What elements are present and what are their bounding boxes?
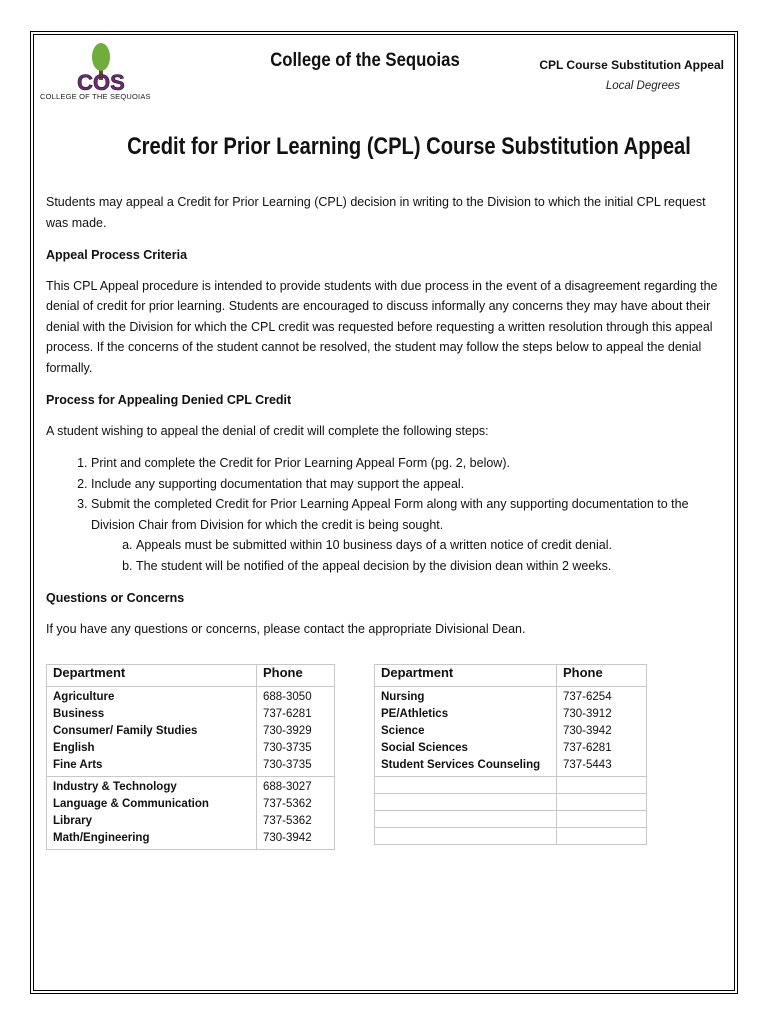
empty-cell: [557, 794, 647, 811]
empty-cell: [557, 777, 647, 794]
phone-cell: 688-3050 737-6281 730-3929 730-3735 730-3735: [257, 687, 335, 777]
phone-cell: 688-3027 737-5362 737-5362 730-3942: [257, 777, 335, 850]
empty-cell: [375, 794, 557, 811]
empty-cell: [557, 811, 647, 828]
main-content: [46, 192, 730, 651]
logo-caption: COLLEGE OF THE SEQUOIAS: [40, 92, 151, 101]
step-item: 2. Include any supporting documentation that may support the appeal.: [91, 474, 730, 495]
substep-item: a. Appeals must be submitted within 10 business days of a written notice of credit denial.: [136, 535, 730, 556]
column-header-phone: Phone: [557, 665, 647, 687]
substeps-list: [91, 535, 730, 576]
questions-heading: Questions or Concerns: [46, 591, 185, 605]
empty-cell: [375, 777, 557, 794]
logo-text: COS: [77, 70, 125, 95]
dean-contacts-table-right: [374, 664, 647, 845]
criteria-paragraph: This CPL Appeal procedure is intended to provide students with due process in the event of a disagreement regarding the denial of credit for prior learning. Students are encouraged to discuss informally any concerns they may have about their denial with the Division for which the CPL credit was requested before requesting a written resolution through this appeal process. If the concerns of the student cannot be resolved, the student may follow the steps below to appeal the denial formally.: [46, 278, 718, 375]
substep-item: b. The student will be notified of the appeal decision by the division dean within 2 weeks.: [136, 556, 730, 577]
step-item: 1. Print and complete the Credit for Prior Learning Appeal Form (pg. 2, below).: [91, 453, 730, 474]
criteria-heading: Appeal Process Criteria: [46, 248, 188, 262]
document-sublabel: Local Degrees: [605, 80, 680, 92]
column-header-phone: Phone: [257, 665, 335, 687]
column-header-department: Department: [47, 665, 257, 687]
questions-paragraph: If you have any questions or concerns, please contact the appropriate Divisional Dean.: [46, 621, 526, 636]
page-title: Credit for Prior Learning (CPL) Course Substitution Appeal: [127, 133, 691, 160]
phone-cell: 737-6254 730-3912 730-3942 737-6281 737-5443: [557, 687, 647, 777]
department-cell: Agriculture Business Consumer/ Family Studies English Fine Arts: [47, 687, 257, 777]
college-name: College of the Sequoias: [270, 50, 460, 71]
process-intro: A student wishing to appeal the denial of credit will complete the following steps:: [46, 423, 489, 438]
intro-paragraph: Students may appeal a Credit for Prior Learning (CPL) decision in writing to the Division to which the initial CPL request was made.: [46, 195, 706, 230]
department-cell: Nursing PE/Athletics Science Social Sciences Student Services Counseling: [375, 687, 557, 777]
empty-cell: [375, 828, 557, 845]
empty-cell: [375, 811, 557, 828]
step-item: 3. Submit the completed Credit for Prior Learning Appeal Form along with any supporting documentation to the Division Chair from Division for which the credit is being sought. a. Appeals must be submitted within 10 business days of a written notice of credit denial. b. The student will be notified of the appeal decision by the division dean within 2 weeks.: [91, 494, 730, 576]
empty-cell: [557, 828, 647, 845]
process-heading: Process for Appealing Denied CPL Credit: [46, 393, 292, 407]
column-header-department: Department: [375, 665, 557, 687]
dean-contacts-table-left: [46, 664, 335, 850]
steps-list: [46, 453, 730, 576]
department-cell: Industry & Technology Language & Communication Library Math/Engineering: [47, 777, 257, 850]
document-label: CPL Course Substitution Appeal: [539, 58, 724, 72]
